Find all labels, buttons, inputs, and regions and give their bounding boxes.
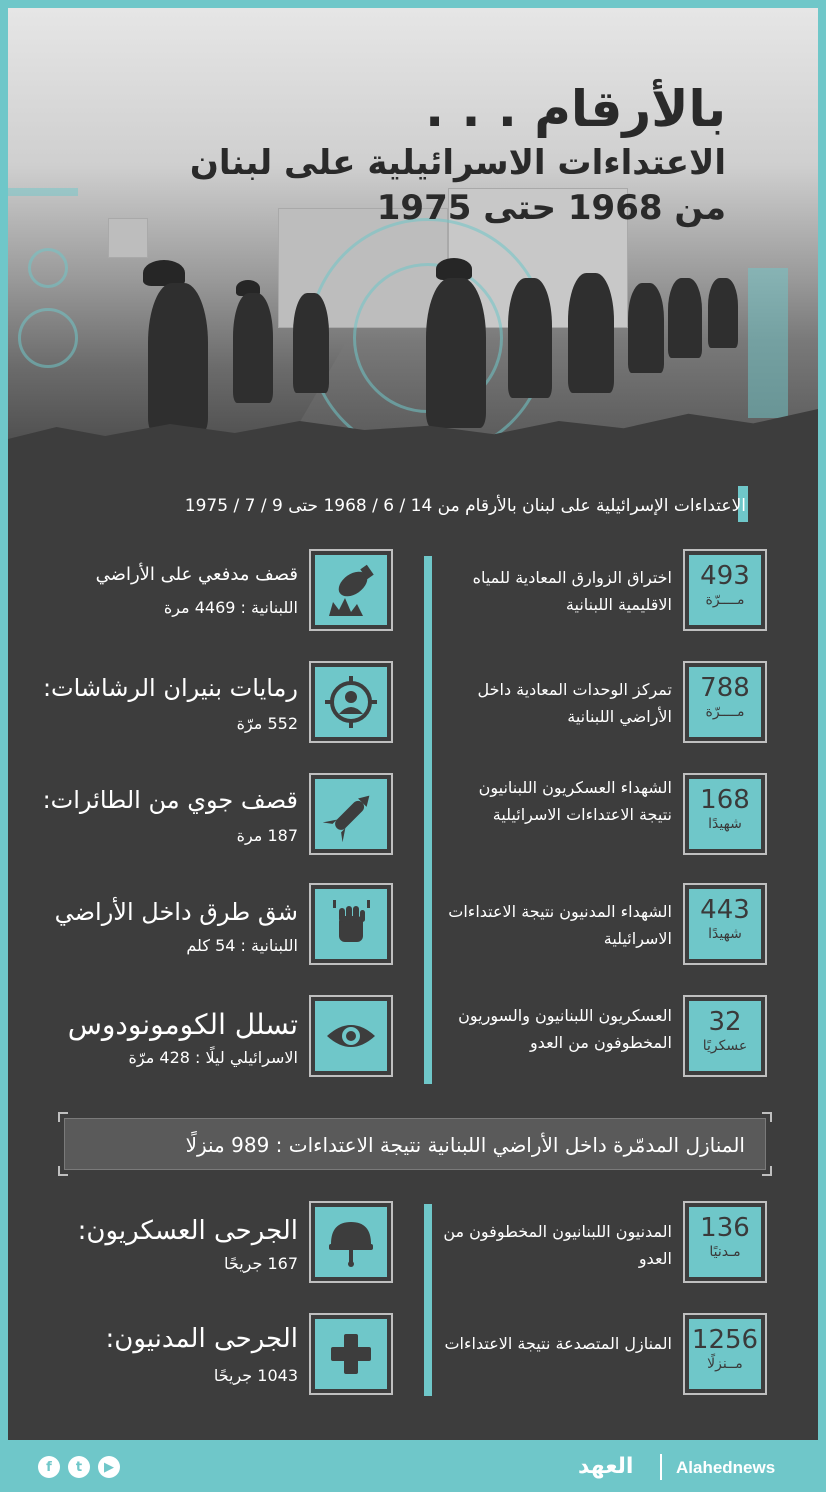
stat-description: المدنيون اللبنانيون المخطوفون من العدو bbox=[443, 1222, 672, 1268]
stat-icon-box bbox=[314, 888, 388, 960]
banner-corner bbox=[58, 1166, 68, 1176]
stat-value: 1043 جريحًا bbox=[213, 1366, 298, 1385]
stat-description: تمركز الوحدات المعادية داخل الأراضي اللبنانية bbox=[477, 680, 672, 726]
stat-description: الشهداء المدنيون نتيجة الاعتداءات الاسرائيلية bbox=[448, 902, 672, 948]
stat-number: 443 bbox=[700, 895, 750, 925]
soldier-helmet bbox=[436, 258, 472, 280]
stat-number-box bbox=[688, 666, 762, 738]
hero-image bbox=[8, 8, 818, 458]
stat-icon-box bbox=[314, 554, 388, 626]
stat-value: اللبنانية : 4469 مرة bbox=[163, 598, 298, 617]
stat-value: 167 جريحًا bbox=[223, 1254, 298, 1273]
stat-value: اللبنانية : 54 كلم bbox=[186, 936, 298, 955]
stat-number-box bbox=[688, 554, 762, 626]
soldier-figure bbox=[568, 273, 614, 393]
soldier-figure bbox=[668, 278, 702, 358]
page-subtitle: الاعتداءات الاسرائيلية على لبنان bbox=[189, 143, 726, 183]
stat-icon-box bbox=[314, 778, 388, 850]
brand-name[interactable]: Alahednews bbox=[676, 1458, 776, 1477]
youtube-icon[interactable]: ▶ bbox=[98, 1456, 120, 1478]
soldier-figure bbox=[293, 293, 329, 393]
stat-title: قصف جوي من الطائرات: bbox=[42, 786, 298, 814]
page-subtitle-years: من 1968 حتى 1975 bbox=[376, 188, 726, 228]
stat-number-box bbox=[688, 778, 762, 850]
eye-icon bbox=[323, 1008, 379, 1064]
stat-number: 32 bbox=[708, 1007, 742, 1037]
facebook-icon[interactable]: f bbox=[38, 1456, 60, 1478]
hud-ring bbox=[28, 248, 68, 288]
stat-unit: مــــرّة bbox=[705, 704, 745, 720]
column-divider bbox=[424, 1204, 432, 1396]
banner-corner bbox=[762, 1112, 772, 1122]
shelling-icon bbox=[323, 562, 379, 618]
soldier-figure bbox=[708, 278, 738, 348]
helmet-icon bbox=[323, 1214, 379, 1270]
stat-number: 136 bbox=[700, 1213, 750, 1243]
banner-corner bbox=[58, 1112, 68, 1122]
stat-icon-box bbox=[314, 666, 388, 738]
medical-cross-icon bbox=[323, 1326, 379, 1382]
missile-icon bbox=[323, 786, 379, 842]
stat-value: 187 مرة bbox=[236, 826, 298, 845]
stat-title: الجرحى العسكريون: bbox=[77, 1216, 298, 1246]
stat-description: العسكريون اللبنانيون والسوريون المخطوفون من العدو bbox=[458, 1006, 672, 1052]
building-shape bbox=[108, 218, 148, 258]
intro-text: الاعتداءات الإسرائيلية على لبنان بالأرقام من 14 / 6 / 1968 حتى 9 / 7 / 1975 bbox=[184, 496, 746, 516]
target-person-icon bbox=[323, 674, 379, 730]
stat-value: 552 مرّة bbox=[236, 714, 298, 733]
stat-number: 788 bbox=[700, 673, 750, 703]
banner-corner bbox=[762, 1166, 772, 1176]
stat-unit: مــــرّة bbox=[705, 592, 745, 608]
hud-bars bbox=[748, 268, 788, 418]
stat-number: 168 bbox=[700, 785, 750, 815]
stat-unit: شهيدًا bbox=[708, 816, 742, 832]
stat-title: قصف مدفعي على الأراضي bbox=[95, 564, 298, 585]
stat-description: المنازل المتصدعة نتيجة الاعتداءات bbox=[444, 1334, 672, 1353]
stat-description: اختراق الزوارق المعادية للمياه الاقليمية اللبنانية bbox=[472, 568, 672, 614]
page-title: بالأرقام . . . bbox=[425, 80, 726, 138]
stat-unit: عسكريًا bbox=[702, 1038, 748, 1054]
stat-number: 493 bbox=[700, 561, 750, 591]
stat-title: تسلل الكومونودوس bbox=[67, 1008, 298, 1041]
stat-title: رمايات بنيران الرشاشات: bbox=[42, 674, 298, 702]
stat-number-box bbox=[688, 1318, 762, 1390]
stat-description: الشهداء العسكريون اللبنانيون نتيجة الاعتداءات الاسرائيلية bbox=[478, 778, 672, 824]
stat-number-box bbox=[688, 1206, 762, 1278]
stat-unit: مــنزلًا bbox=[707, 1356, 743, 1372]
stat-icon-box bbox=[314, 1318, 388, 1390]
column-divider bbox=[424, 556, 432, 1084]
stat-number: 1256 bbox=[691, 1325, 759, 1355]
soldier-figure bbox=[233, 293, 273, 403]
brand-separator bbox=[660, 1454, 662, 1480]
soldier-figure bbox=[426, 278, 486, 428]
brand-logo: العهد bbox=[578, 1454, 634, 1479]
stat-icon-box bbox=[314, 1000, 388, 1072]
destroyed-homes-banner: المنازل المدمّرة داخل الأراضي اللبنانية نتيجة الاعتداءات : 989 منزلًا bbox=[64, 1118, 766, 1170]
hud-bars bbox=[8, 188, 78, 196]
stat-title: شق طرق داخل الأراضي bbox=[54, 898, 298, 926]
hud-ring bbox=[18, 308, 78, 368]
twitter-icon[interactable]: t bbox=[68, 1456, 90, 1478]
soldier-figure bbox=[508, 278, 552, 398]
stat-value: الاسرائيلي ليلًا : 428 مرّة bbox=[128, 1048, 298, 1067]
soldier-figure bbox=[148, 283, 208, 433]
stat-icon-box bbox=[314, 1206, 388, 1278]
stat-title: الجرحى المدنيون: bbox=[105, 1324, 298, 1354]
stat-number-box bbox=[688, 888, 762, 960]
stat-unit: مـدنيًا bbox=[709, 1244, 741, 1260]
soldier-figure bbox=[628, 283, 664, 373]
stat-unit: شهيدًا bbox=[708, 926, 742, 942]
infographic bbox=[8, 8, 818, 1440]
raised-fist-icon bbox=[323, 896, 379, 952]
stat-number-box bbox=[688, 1000, 762, 1072]
